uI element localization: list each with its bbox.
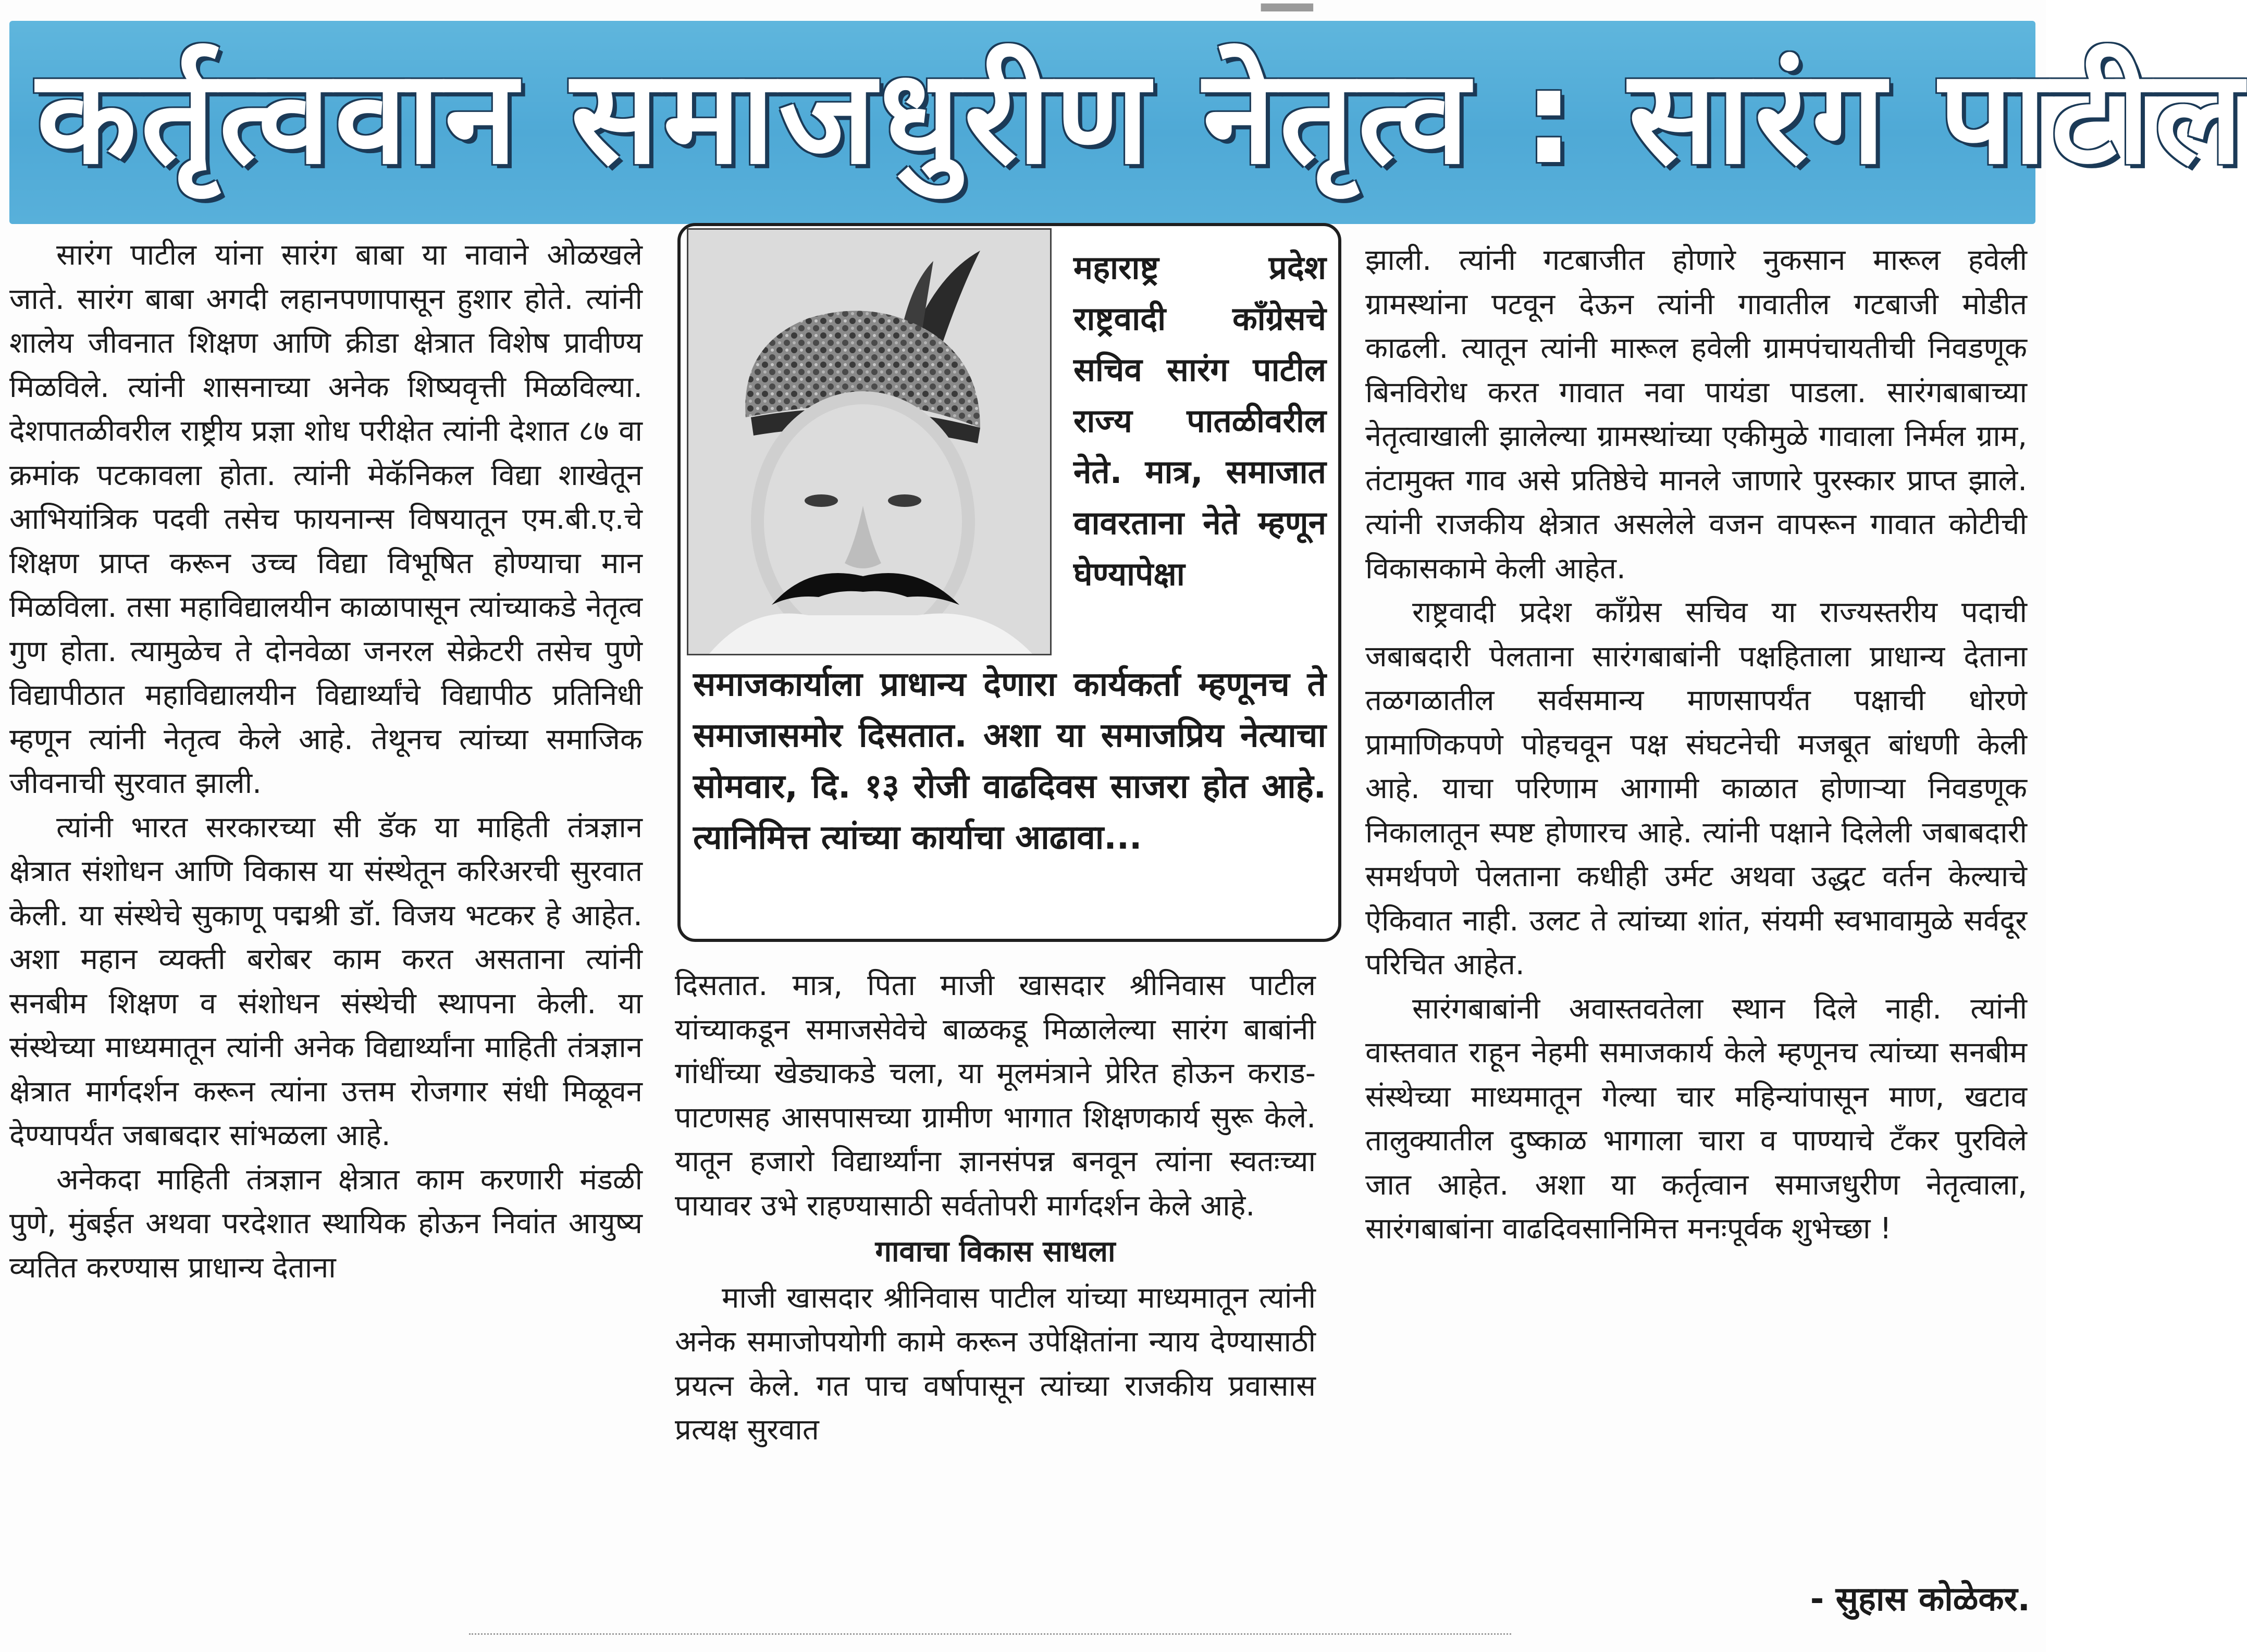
section-subheading: गावाचा विकास साधला bbox=[875, 1235, 1116, 1269]
left-column bbox=[9, 233, 643, 1609]
left-paragraph-3: अनेकदा माहिती तंत्रज्ञान क्षेत्रात काम करणारी मंडळी पुणे, मुंबईत अथवा परदेशात स्थायिक होऊन निवांत आयुष्य व्यतित करण्यास प्राधान्य देताना bbox=[9, 1162, 643, 1285]
page-headline: कर्तृत्ववान समाजधुरीण नेतृत्व : सारंग पाटील bbox=[36, 41, 2247, 193]
feature-intro-bottom: समाजकार्याला प्राधान्य देणारा कार्यकर्ता म्हणूनच ते समाजासमोर दिसतात. अशा या समाजप्रिय नेत्याचा सोमवार, दि. १३ रोजी वाढदिवस साजरा होत आहे. त्यानिमित्त त्यांच्या कार्याचा आढावा... bbox=[693, 665, 1326, 857]
right-paragraph-3: सारंगबाबांनी अवास्तवतेला स्थान दिले नाही. त्यांनी वास्तवात राहून नेहमी समाजकार्य केले म्हणूनच त्यांच्या सनबीम संस्थेच्या माध्यमातून गेल्या चार महिन्यांपासून माण, खटाव तालुक्यातील दुष्काळ भागाला चारा व पाण्याचे टँकर पुरविले जात आहेत. अशा या कर्तृत्वान समाजधुरीण नेतृत्वाला, सारंगबाबांना वाढदिवसानिमित्त मनःपूर्वक शुभेच्छा ! bbox=[1365, 991, 2027, 1246]
right-column bbox=[1365, 239, 2027, 1572]
right-paragraph-2: राष्ट्रवादी प्रदेश कॉंग्रेस सचिव या राज्यस्तरीय पदाची जबाबदारी पेलताना सारंगबाबांनी पक्षहिताला प्राधान्य देताना तळगळातील सर्वसमान्य माणसापर्यंत पक्षाची धोरणे प्रामाणिकपणे पोहचवून पक्ष संघटनेची मजबूत बांधणी केली आहे. याचा परिणाम आगामी काळात होणाऱ्या निवडणूक निकालातून स्पष्ट होणारच आहे. त्यांनी पक्षाने दिलेली जबाबदारी समर्थपणे पेलताना कधीही उर्मट अथवा उद्धट वर्तन केल्याचे ऐकिवात नाही. उलट ते त्यांच्या शांत, संयमी स्वभावामुळे सर्वदूर परिचित आहेत. bbox=[1365, 595, 2027, 982]
portrait-photo bbox=[687, 228, 1052, 655]
middle-column bbox=[675, 964, 1316, 1610]
portrait-image bbox=[688, 230, 1050, 654]
left-paragraph-2: त्यांनी भारत सरकारच्या सी डॅक या माहिती तंत्रज्ञान क्षेत्रात संशोधन आणि विकास या संस्थेतून करिअरची सुरवात केली. या संस्थेचे सुकाणू पद्मश्री डॉ. विजय भटकर हे आहेत. अशा महान व्यक्ती बरोबर काम करत असताना त्यांनी सनबीम शिक्षण व संशोधन संस्थेची स्थापना केली. या संस्थेच्या माध्यमातून त्यांनी अनेक विद्यार्थ्यांना माहिती तंत्रज्ञान क्षेत्रात मार्गदर्शन करून त्यांना उत्तम रोजगार संधी मिळूवन देण्यापर्यंत जबाबदार सांभळला आहे. bbox=[9, 810, 643, 1152]
left-paragraph-1: सारंग पाटील यांना सारंग बाबा या नावाने ओळखले जाते. सारंग बाबा अगदी लहानपणापासून हुशार होते. त्यांनी शालेय जीवनात शिक्षण आणि क्रीडा क्षेत्रात विशेष प्रावीण्य मिळविले. त्यांनी शासनाच्या अनेक शिष्यवृत्ती मिळविल्या. देशपातळीवरील राष्ट्रीय प्रज्ञा शोध परीक्षेत त्यांनी देशात ८७ वा क्रमांक पटकावला होता. त्यांनी मेकॅनिकल विद्या शाखेतून आभियांत्रिक पदवी तसेच फायनान्स विषयातून एम.बी.ए.चे शिक्षण प्राप्त करून उच्च विद्या विभूषित होण्याचा मान मिळविला. तसा महाविद्यालयीन काळापासून त्यांच्याकडे नेतृत्व गुण होता. त्यामुळेच ते दोनवेळा जनरल सेक्रेटरी तसेच पुणे विद्यापीठात महाविद्यालयीन विद्यार्थ्यांचे विद्यापीठ प्रतिनिधी म्हणून त्यांनी नेतृत्व केले आहे. तेथूनच त्यांच्या समाजिक जीवनाची सुरवात झाली. bbox=[9, 238, 643, 800]
middle-paragraph-1: दिसतात. मात्र, पिता माजी खासदार श्रीनिवास पाटील यांच्याकडून समाजसेवेचे बाळकडू मिळालेल्या सारंग बाबांनी गांधींच्या खेड्याकडे चला, या मूलमंत्राने प्रेरित होऊन कराड-पाटणसह आसपासच्या ग्रामीण भागात शिक्षणकार्य सुरू केले. यातून हजारो विद्यार्थ्यांना ज्ञानसंपन्न बनवून त्यांना स्वतःच्या पायावर उभे राहण्यासाठी सर्वतोपरी मार्गदर्शन केले आहे. bbox=[675, 968, 1316, 1223]
right-paragraph-1: झाली. त्यांनी गटबाजीत होणारे नुकसान मारूल हवेली ग्रामस्थांना पटवून देऊन त्यांनी गावातील गटबाजी मोडीत काढली. त्यातून त्यांनी मारूल हवेली ग्रामपंचायतीची निवडणूक बिनविरोध करत गावात नवा पायंडा पाडला. सारंगबाबाच्या नेतृत्वाखाली झालेल्या ग्रामस्थांच्या एकीमुळे गावाला निर्मल ग्राम, तंटामुक्त गाव असे प्रतिष्ठेचे मानले जाणारे पुरस्कार प्राप्त झाले. त्यांनी राजकीय क्षेत्रात असलेले वजन वापरून गावात कोटीची विकासकामे केली आहेत. bbox=[1365, 243, 2027, 586]
masthead-fragment: ▀▀▀▀▀ bbox=[1261, 4, 1313, 20]
middle-paragraph-2: माजी खासदार श्रीनिवास पाटील यांच्या माध्यमातून त्यांनी अनेक समाजोपयोगी कामे करून उपेक्षितांना न्याय देण्यासाठी प्रयत्न केले. गत पाच वर्षापासून त्यांच्या राजकीय प्रवासास प्रत्यक्ष सुरवात bbox=[675, 1281, 1316, 1447]
bottom-edge-fragment bbox=[469, 1633, 1511, 1650]
author-byline: - सुहास कोळेकर. bbox=[1810, 1580, 2030, 1619]
feature-intro-side: महाराष्ट्र प्रदेश राष्ट्रवादी कॉंग्रेसचे सचिव सारंग पाटील राज्य पातळीवरील नेते. मात्र, समाजात वावरताना नेते म्हणून घेण्यापेक्षा bbox=[1073, 249, 1326, 593]
